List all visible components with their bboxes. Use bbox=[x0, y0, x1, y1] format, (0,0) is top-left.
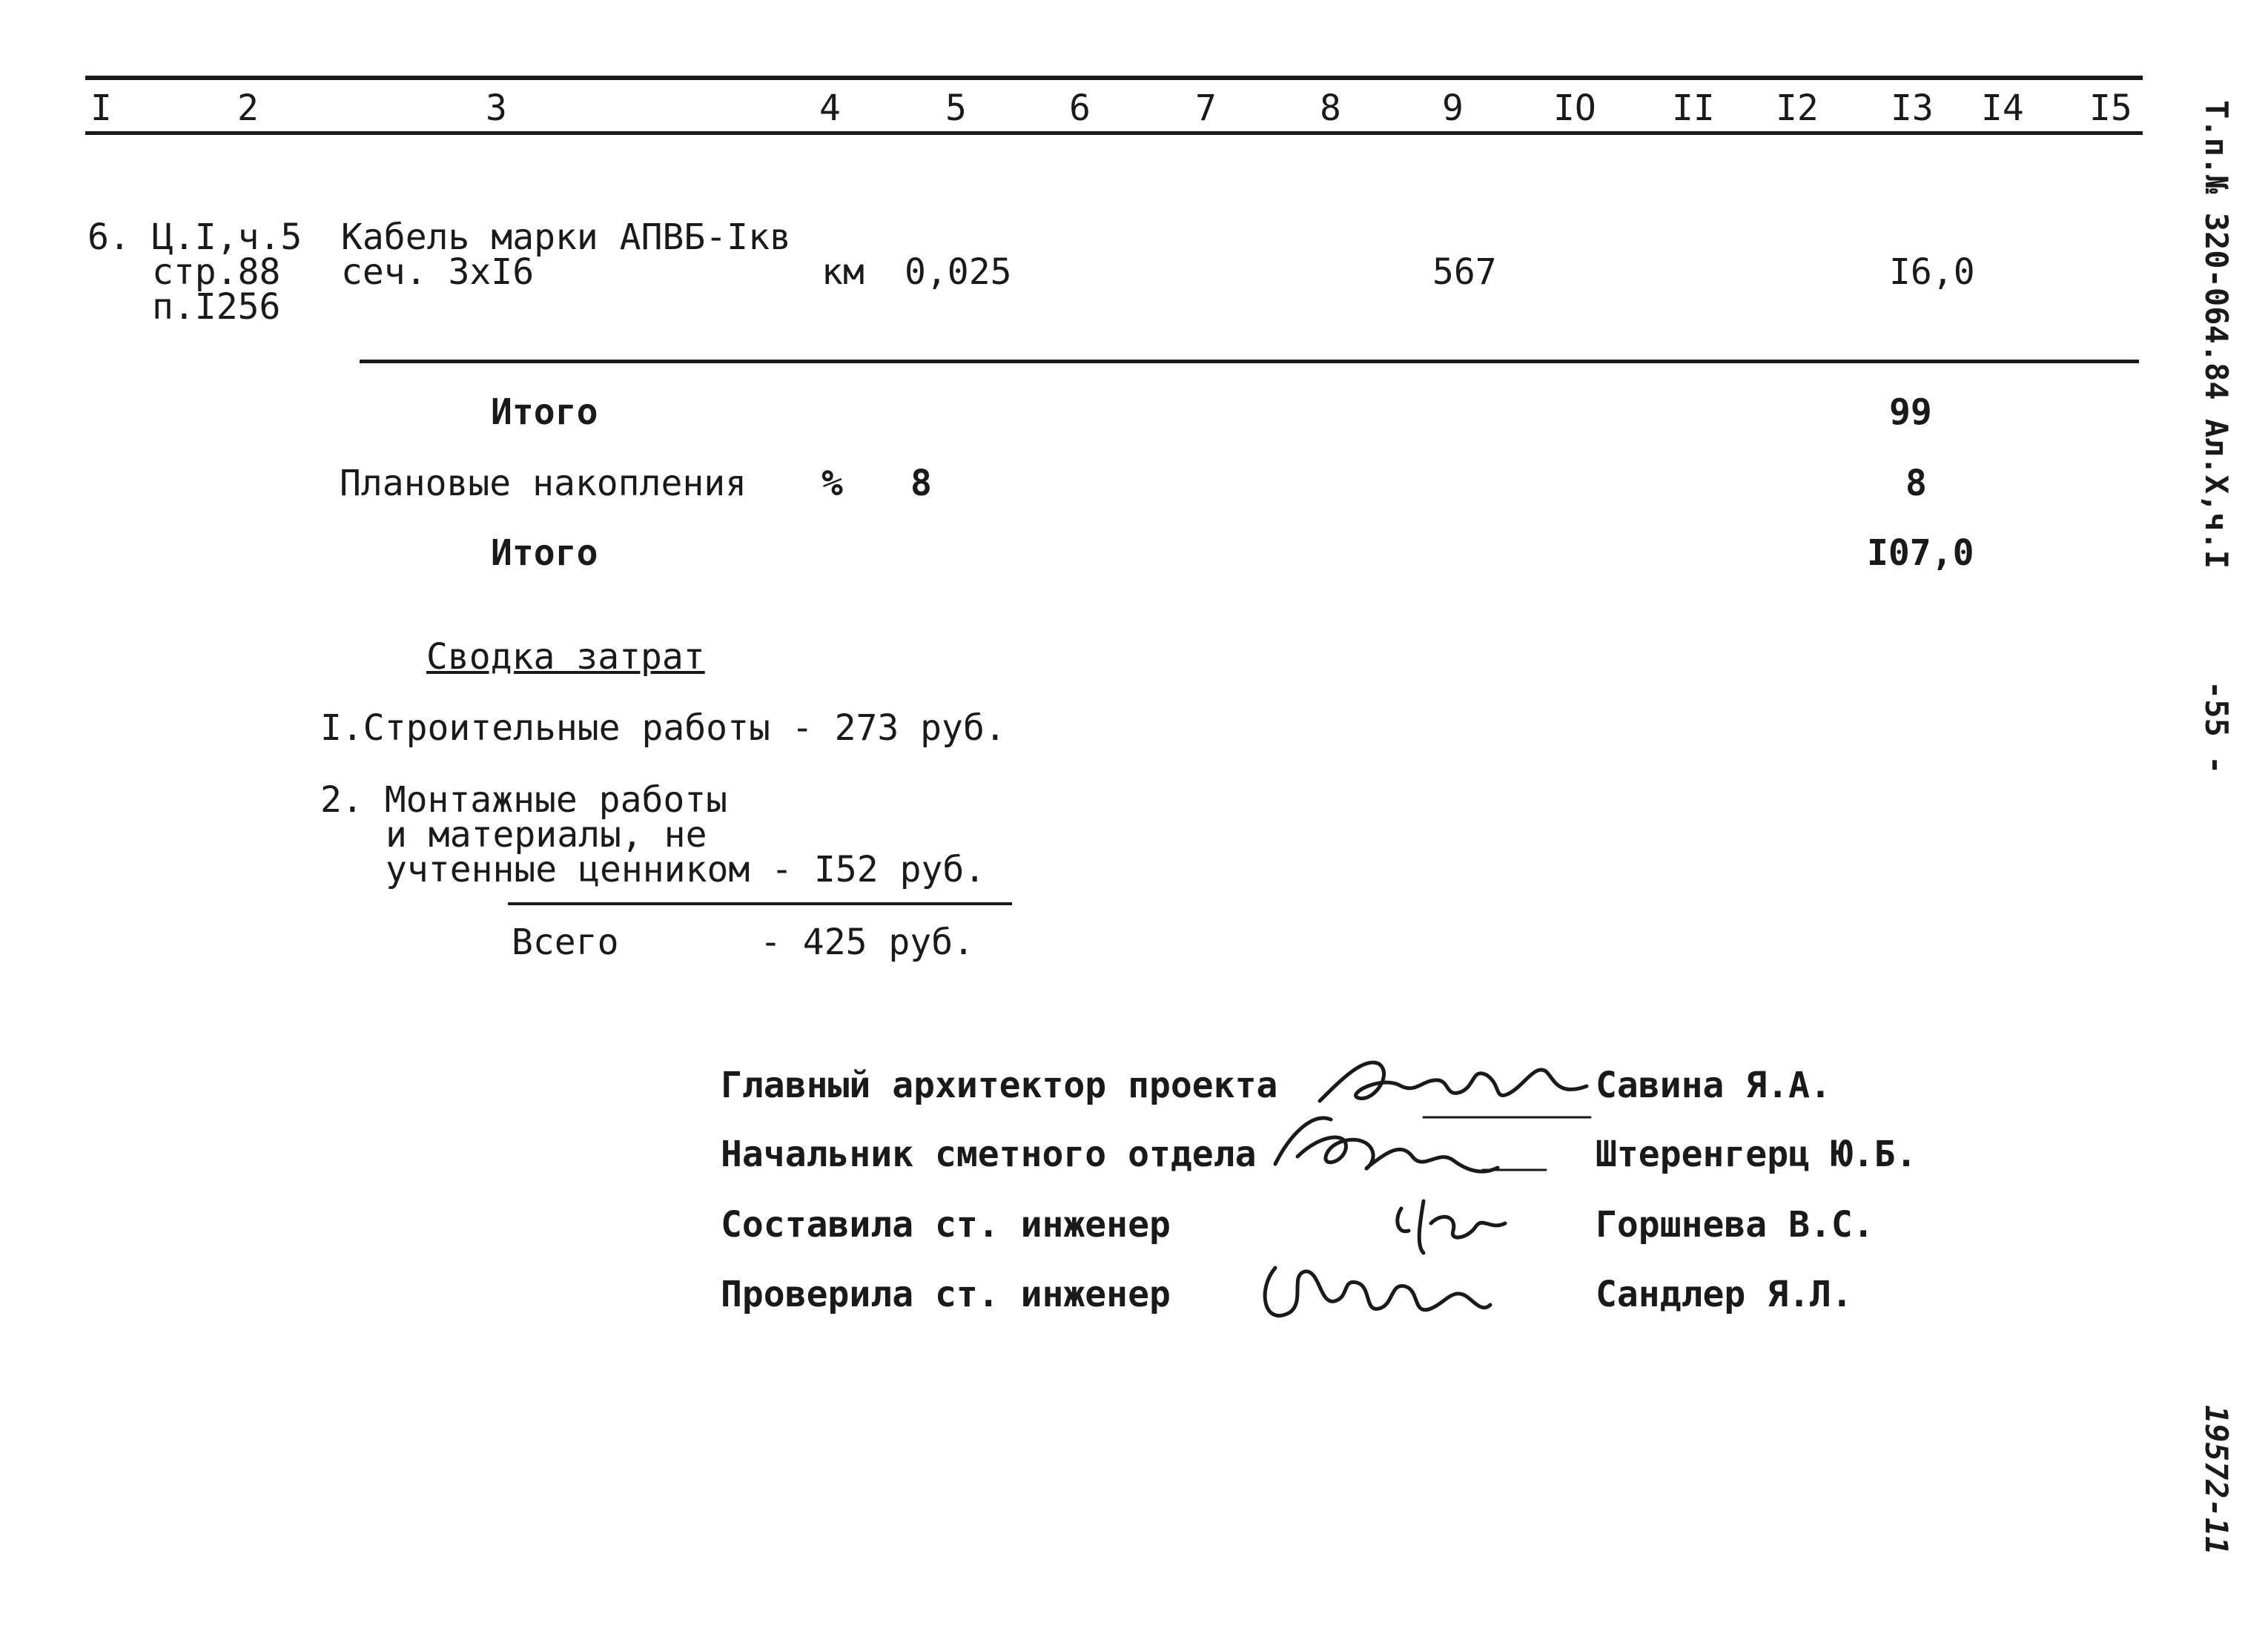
col-4: 4 bbox=[819, 87, 841, 129]
item-name-line-2: сеч. 3хI6 bbox=[341, 251, 535, 293]
col-10: IO bbox=[1553, 87, 1596, 129]
plan-unit: % bbox=[821, 463, 843, 504]
summary-title: Сводка затрат bbox=[426, 636, 705, 678]
col-9: 9 bbox=[1442, 87, 1464, 129]
col-6: 6 bbox=[1069, 87, 1091, 129]
col-13: I3 bbox=[1891, 87, 1934, 129]
total-label: Итого bbox=[491, 532, 598, 574]
item-number: 6. bbox=[87, 216, 130, 258]
item-ref-line-3: п.I256 bbox=[152, 286, 281, 328]
signature-name-4: Сандлер Я.Л. bbox=[1596, 1274, 1853, 1315]
item-name-line-1: Кабель марки АПВБ-Iкв bbox=[341, 216, 791, 258]
col-2: 2 bbox=[237, 87, 259, 129]
item-ref-line-2: стр.88 bbox=[152, 251, 281, 293]
summary-all-label: Всего bbox=[512, 922, 619, 963]
summary-all-value: - 425 руб. bbox=[760, 922, 974, 963]
signature-role-2: Начальник сметного отдела bbox=[721, 1134, 1257, 1175]
page-number: -55 - bbox=[2198, 681, 2235, 775]
total-value: I07,0 bbox=[1867, 532, 1974, 574]
signature-role-4: Проверила ст. инженер bbox=[721, 1274, 1171, 1315]
summary-rule bbox=[508, 902, 1012, 905]
col-15: I5 bbox=[2089, 87, 2132, 129]
item-ref-line-1: Ц.I,ч.5 bbox=[152, 216, 302, 258]
col-5: 5 bbox=[945, 87, 967, 129]
subtotal-label: Итого bbox=[491, 391, 598, 433]
header-bottom-rule bbox=[85, 131, 2143, 135]
col-11: II bbox=[1672, 87, 1715, 129]
col-1: I bbox=[90, 87, 112, 129]
signature-role-3: Составила ст. инженер bbox=[721, 1204, 1171, 1246]
archive-stamp: 19572-11 bbox=[2198, 1405, 2235, 1555]
summary-line-construction: I.Строительные работы - 273 руб. bbox=[320, 707, 1006, 749]
header-top-rule bbox=[85, 76, 2143, 80]
summary-line-installation-2: и материалы, не bbox=[386, 814, 707, 856]
plan-label: Плановые накопления bbox=[340, 463, 747, 504]
signature-name-2: Штеренгерц Ю.Б. bbox=[1596, 1134, 1917, 1175]
summary-line-installation-3: учтенные ценником - I52 руб. bbox=[386, 849, 986, 890]
totals-rule bbox=[360, 360, 2139, 363]
item-unit: км bbox=[821, 251, 864, 293]
plan-rate: 8 bbox=[910, 463, 932, 504]
summary-line-installation-1: 2. Монтажные работы bbox=[320, 779, 728, 821]
col-7: 7 bbox=[1195, 87, 1217, 129]
signature-name-1: Савина Я.А. bbox=[1596, 1065, 1831, 1106]
col-14: I4 bbox=[1981, 87, 2024, 129]
signature-name-3: Горшнева В.С. bbox=[1596, 1204, 1874, 1246]
signature-role-1: Главный архитектор проекта bbox=[721, 1065, 1278, 1106]
subtotal-value: 99 bbox=[1889, 391, 1932, 433]
plan-value: 8 bbox=[1905, 463, 1927, 504]
item-quantity: 0,025 bbox=[905, 251, 1012, 293]
item-price: 567 bbox=[1432, 251, 1497, 293]
col-3: 3 bbox=[486, 87, 507, 129]
col-8: 8 bbox=[1320, 87, 1341, 129]
document-code: Т.п.№ 320-064.84 Ал.Х,ч.I bbox=[2198, 100, 2235, 569]
item-total: I6,0 bbox=[1889, 251, 1975, 293]
handwritten-signature-4 bbox=[1246, 1246, 1498, 1342]
col-12: I2 bbox=[1776, 87, 1819, 129]
